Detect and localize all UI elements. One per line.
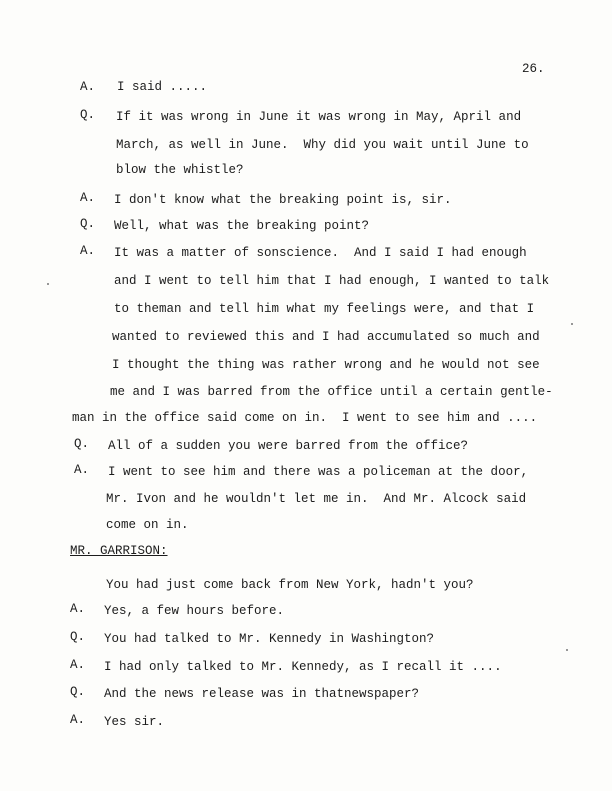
transcript-line: You had just come back from New York, hadn't you? [106, 578, 474, 592]
transcript-line: man in the office said come on in. I went to see him and .... [72, 411, 538, 425]
transcript-line: All of a sudden you were barred from the office? [108, 439, 469, 453]
transcript-line: I said ..... [117, 80, 208, 94]
transcript-line: I went to see him and there was a policeman at the door, [108, 465, 529, 479]
answer-label: A. [80, 191, 96, 205]
transcript-line: Mr. Ivon and he wouldn't let me in. And Mr. Alcock said [106, 492, 527, 506]
transcript-line: me and I was barred from the office until a certain gentle- [110, 385, 553, 399]
transcript-line: It was a matter of sonscience. And I said I had enough [114, 246, 527, 260]
transcript-line: If it was wrong in June it was wrong in May, April and [116, 110, 522, 124]
transcript-line: You had talked to Mr. Kennedy in Washington? [104, 632, 435, 646]
question-label: Q. [74, 437, 90, 451]
transcript-line: come on in. [106, 518, 189, 532]
answer-label: A. [74, 463, 90, 477]
question-label: Q. [70, 685, 86, 699]
transcript-line: wanted to reviewed this and I had accumulated so much and [112, 330, 540, 344]
transcript-line: March, as well in June. Why did you wait until June to [116, 138, 529, 152]
scan-speck [571, 323, 573, 325]
transcript-line: Well, what was the breaking point? [114, 219, 370, 233]
question-label: Q. [80, 217, 96, 231]
answer-label: A. [70, 713, 86, 727]
answer-label: A. [80, 80, 96, 94]
answer-label: A. [70, 602, 86, 616]
question-label: Q. [70, 630, 86, 644]
speaker-heading: MR. GARRISON: [70, 544, 168, 558]
transcript-line: And the news release was in thatnewspaper? [104, 687, 420, 701]
scan-speck [47, 283, 49, 285]
scan-speck [566, 649, 568, 651]
transcript-line: I thought the thing was rather wrong and he would not see [112, 358, 540, 372]
transcript-line: blow the whistle? [116, 163, 244, 177]
transcript-line: I don't know what the breaking point is, sir. [114, 193, 452, 207]
page-number: 26. [522, 62, 545, 76]
answer-label: A. [80, 244, 96, 258]
transcript-line: to theman and tell him what my feelings were, and that I [114, 302, 535, 316]
transcript-line: Yes sir. [104, 715, 165, 729]
question-label: Q. [80, 108, 96, 122]
transcript-line: and I went to tell him that I had enough, I wanted to talk [114, 274, 550, 288]
answer-label: A. [70, 658, 86, 672]
transcript-line: Yes, a few hours before. [104, 604, 285, 618]
transcript-line: I had only talked to Mr. Kennedy, as I recall it .... [104, 660, 502, 674]
